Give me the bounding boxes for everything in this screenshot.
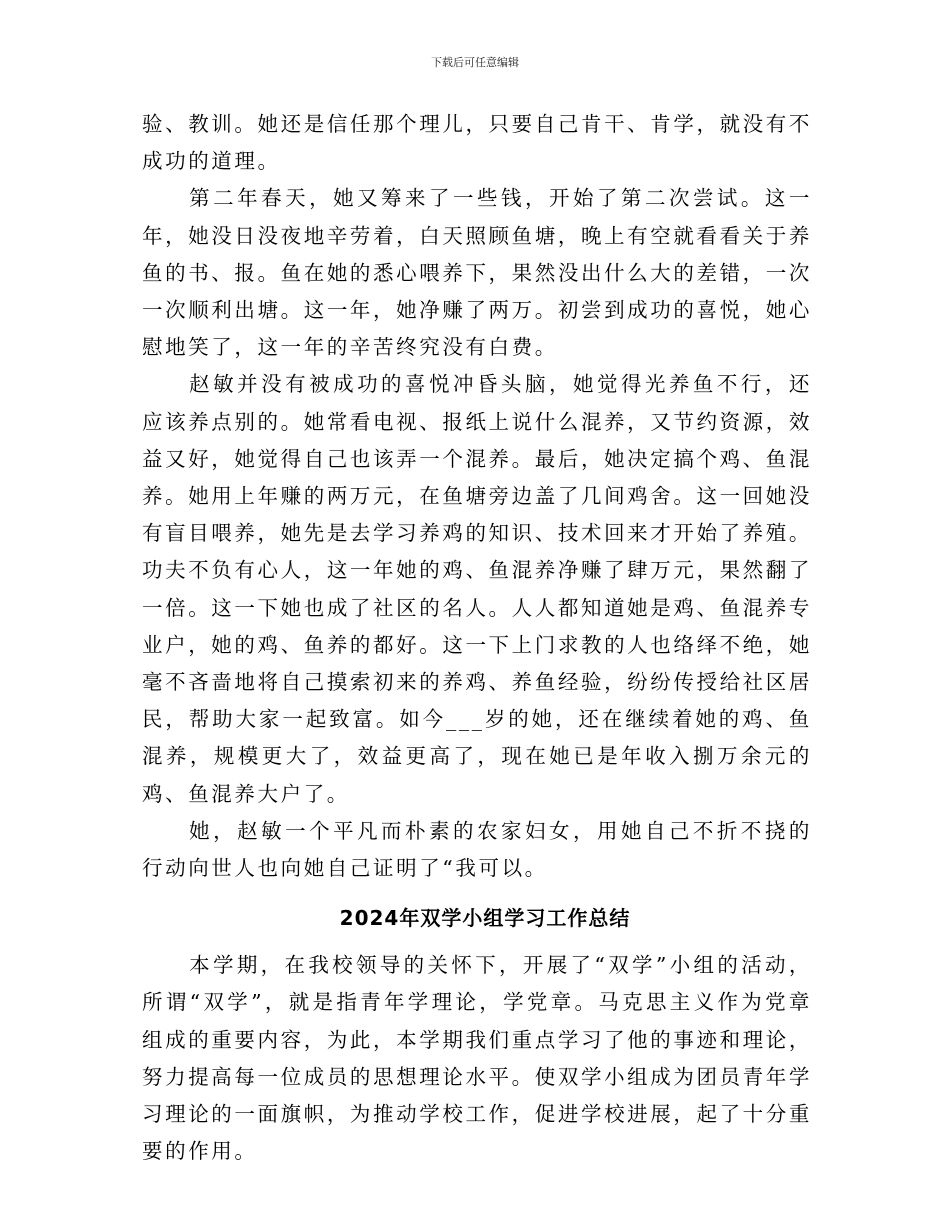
document-body xyxy=(142,106,812,1170)
paragraph: 第二年春天，她又筹来了一些钱，开始了第二次尝试。这一年，她没日没夜地辛劳着，白天照顾鱼塘，晚上有空就看看关于养鱼的书、报。鱼在她的悉心喂养下，果然没出什么大的差错，一次一次顺利出塘。这一年，她净赚了两万。初尝到成功的喜悦，她心慰地笑了，这一年的辛苦终究没有白费。 xyxy=(142,186,812,360)
section-title: 2024年双学小组学习工作总结 xyxy=(339,906,631,931)
page-header: 下载后可任意编辑 xyxy=(431,56,519,69)
paragraph: 赵敏并没有被成功的喜悦冲昏头脑，她觉得光养鱼不行，还应该养点别的。她常看电视、报纸上说什么混养，又节约资源，效益又好，她觉得自己也该弄一个混养。最后，她决定搞个鸡、鱼混养。她用上年赚的两万元，在鱼塘旁边盖了几间鸡舍。这一回她没有盲目喂养，她先是去学习养鸡的知识、技术回来才开始了养殖。功夫不负有心人，这一年她的鸡、鱼混养净赚了肆万元，果然翻了一倍。这一下她也成了社区的名人。人人都知道她是鸡、鱼混养专业户，她的鸡、鱼养的都好。这一下上门求教的人也络绎不绝，她毫不吝啬地将自己摸索初来的养鸡、养鱼经验，纷纷传授给社区居民，帮助大家一起致富。如今___岁的她，还在继续着她的鸡、鱼混养，规模更大了，效益更高了，现在她已是年收入捌万余元的鸡、鱼混养大户了。 xyxy=(142,372,812,806)
paragraph: 本学期，在我校领导的关怀下，开展了“双学”小组的活动，所谓“双学”，就是指青年学理论，学党章。马克思主义作为党章组成的重要内容，为此，本学期我们重点学习了他的事迹和理论，努力提高每一位成员的思想理论水平。使双学小组成为团员青年学习理论的一面旗帜，为推动学校工作，促进学校进展，起了十分重要的作用。 xyxy=(142,953,812,1164)
paragraph: 验、教训。她还是信任那个理儿，只要自己肯干、肯学，就没有不成功的道理。 xyxy=(142,112,812,174)
paragraph: 她，赵敏一个平凡而朴素的农家妇女，用她自己不折不挠的行动向世人也向她自己证明了“我可以。 xyxy=(142,818,812,881)
